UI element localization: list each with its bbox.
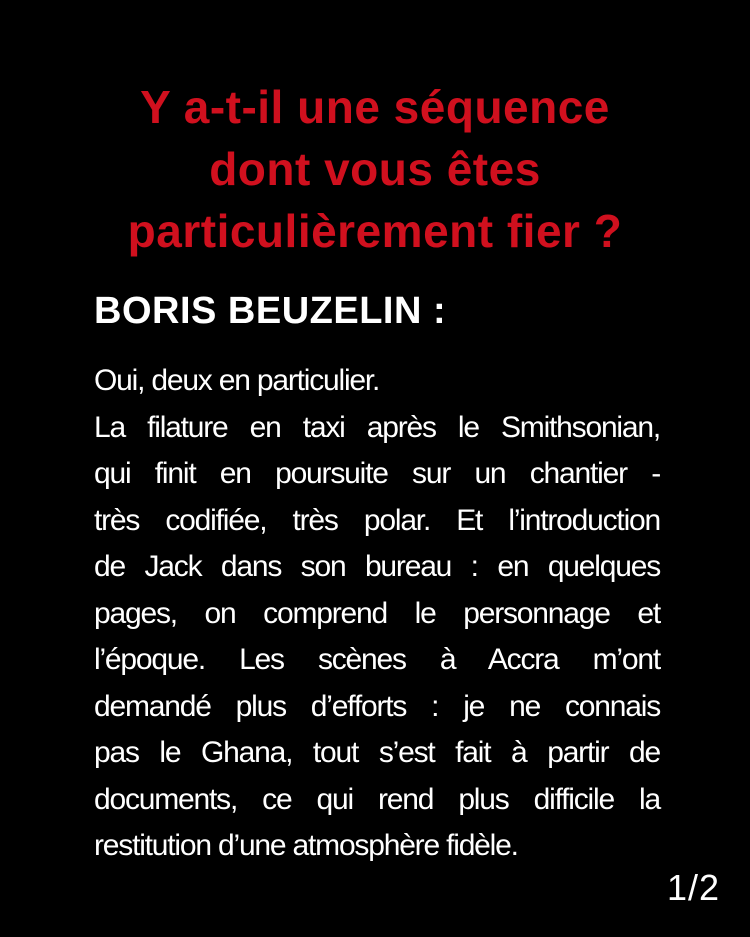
interview-answer <box>94 358 660 870</box>
page-number: 1/2 <box>666 867 720 908</box>
answer-line: qui finit en poursuite sur un chantier - <box>94 457 660 490</box>
interview-question <box>40 76 710 262</box>
answer-line: pages, on comprend le personnage et <box>94 596 660 630</box>
answer-line: restitution d’une atmosphère fidèle. <box>94 829 518 862</box>
answer-line: documents, ce qui rend plus difficile la <box>94 782 660 816</box>
answer-line: l’époque. Les scènes à Accra m’ont <box>94 643 660 676</box>
speaker-name: BORIS BEUZELIN : <box>94 290 447 332</box>
answer-line: La filature en taxi après le Smithsonian, <box>94 410 660 444</box>
question-line: Y a-t-il une séquence <box>140 81 610 133</box>
answer-line: pas le Ghana, tout s’est fait à partir de <box>94 736 660 769</box>
question-line: particulièrement fier ? <box>127 205 623 257</box>
answer-line: de Jack dans son bureau : en quelques <box>94 550 660 583</box>
answer-line: demandé plus d’efforts : je ne connais <box>94 689 660 723</box>
question-line: dont vous êtes <box>209 143 541 195</box>
answer-line: très codifiée, très polar. Et l’introduction <box>94 503 660 537</box>
answer-line: Oui, deux en particulier. <box>94 364 380 397</box>
